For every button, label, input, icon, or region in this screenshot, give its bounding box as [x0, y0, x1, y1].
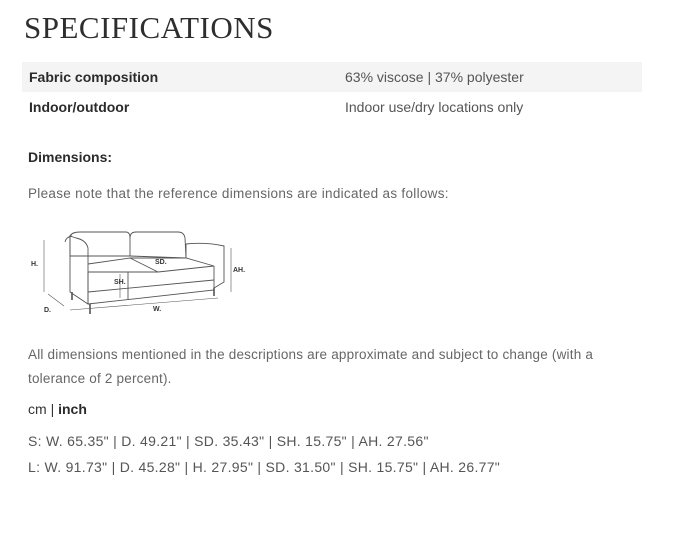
page-title: SPECIFICATIONS	[24, 10, 274, 45]
label-sh: SH.	[114, 279, 126, 286]
dimensions-large: L: W. 91.73" | D. 45.28" | H. 27.95" | SD. 31.50" | SH. 15.75" | AH. 26.77"	[28, 459, 501, 475]
spec-label: Fabric composition	[29, 69, 159, 85]
back-cushion-right	[130, 232, 186, 258]
label-ah: AH.	[233, 267, 246, 274]
unit-inch-option[interactable]: inch	[58, 401, 87, 417]
unit-separator: |	[50, 401, 55, 417]
label-sd: SD.	[155, 259, 167, 266]
spec-label: Indoor/outdoor	[29, 99, 130, 115]
dimensions-small: S: W. 65.35" | D. 49.21" | SD. 35.43" | SH. 15.75" | AH. 27.56"	[28, 433, 429, 449]
unit-toggle	[28, 401, 87, 417]
width-dimension-line	[70, 298, 218, 310]
seat-top	[88, 258, 214, 272]
back-cushion-left	[70, 232, 130, 256]
spec-row-indoor-outdoor	[22, 92, 642, 122]
spec-row-fabric	[22, 62, 642, 92]
label-h: H.	[31, 261, 38, 268]
approximate-dimensions-note: All dimensions mentioned in the descriptions are approximate and subject to change (with a tolerance of 2 percent).	[28, 347, 594, 386]
spec-value: 63% viscose | 37% polyester	[345, 69, 524, 85]
dimensions-heading: Dimensions:	[28, 149, 113, 165]
specifications-table	[22, 62, 642, 122]
depth-dimension-line	[48, 294, 64, 306]
sofa-dimension-diagram	[28, 222, 253, 322]
spec-value: Indoor use/dry locations only	[345, 99, 524, 115]
unit-cm-option[interactable]: cm	[28, 401, 47, 417]
label-w: W.	[153, 306, 162, 313]
reference-note: Please note that the reference dimensions are indicated as follows:	[28, 186, 449, 201]
label-d: D.	[44, 307, 51, 314]
